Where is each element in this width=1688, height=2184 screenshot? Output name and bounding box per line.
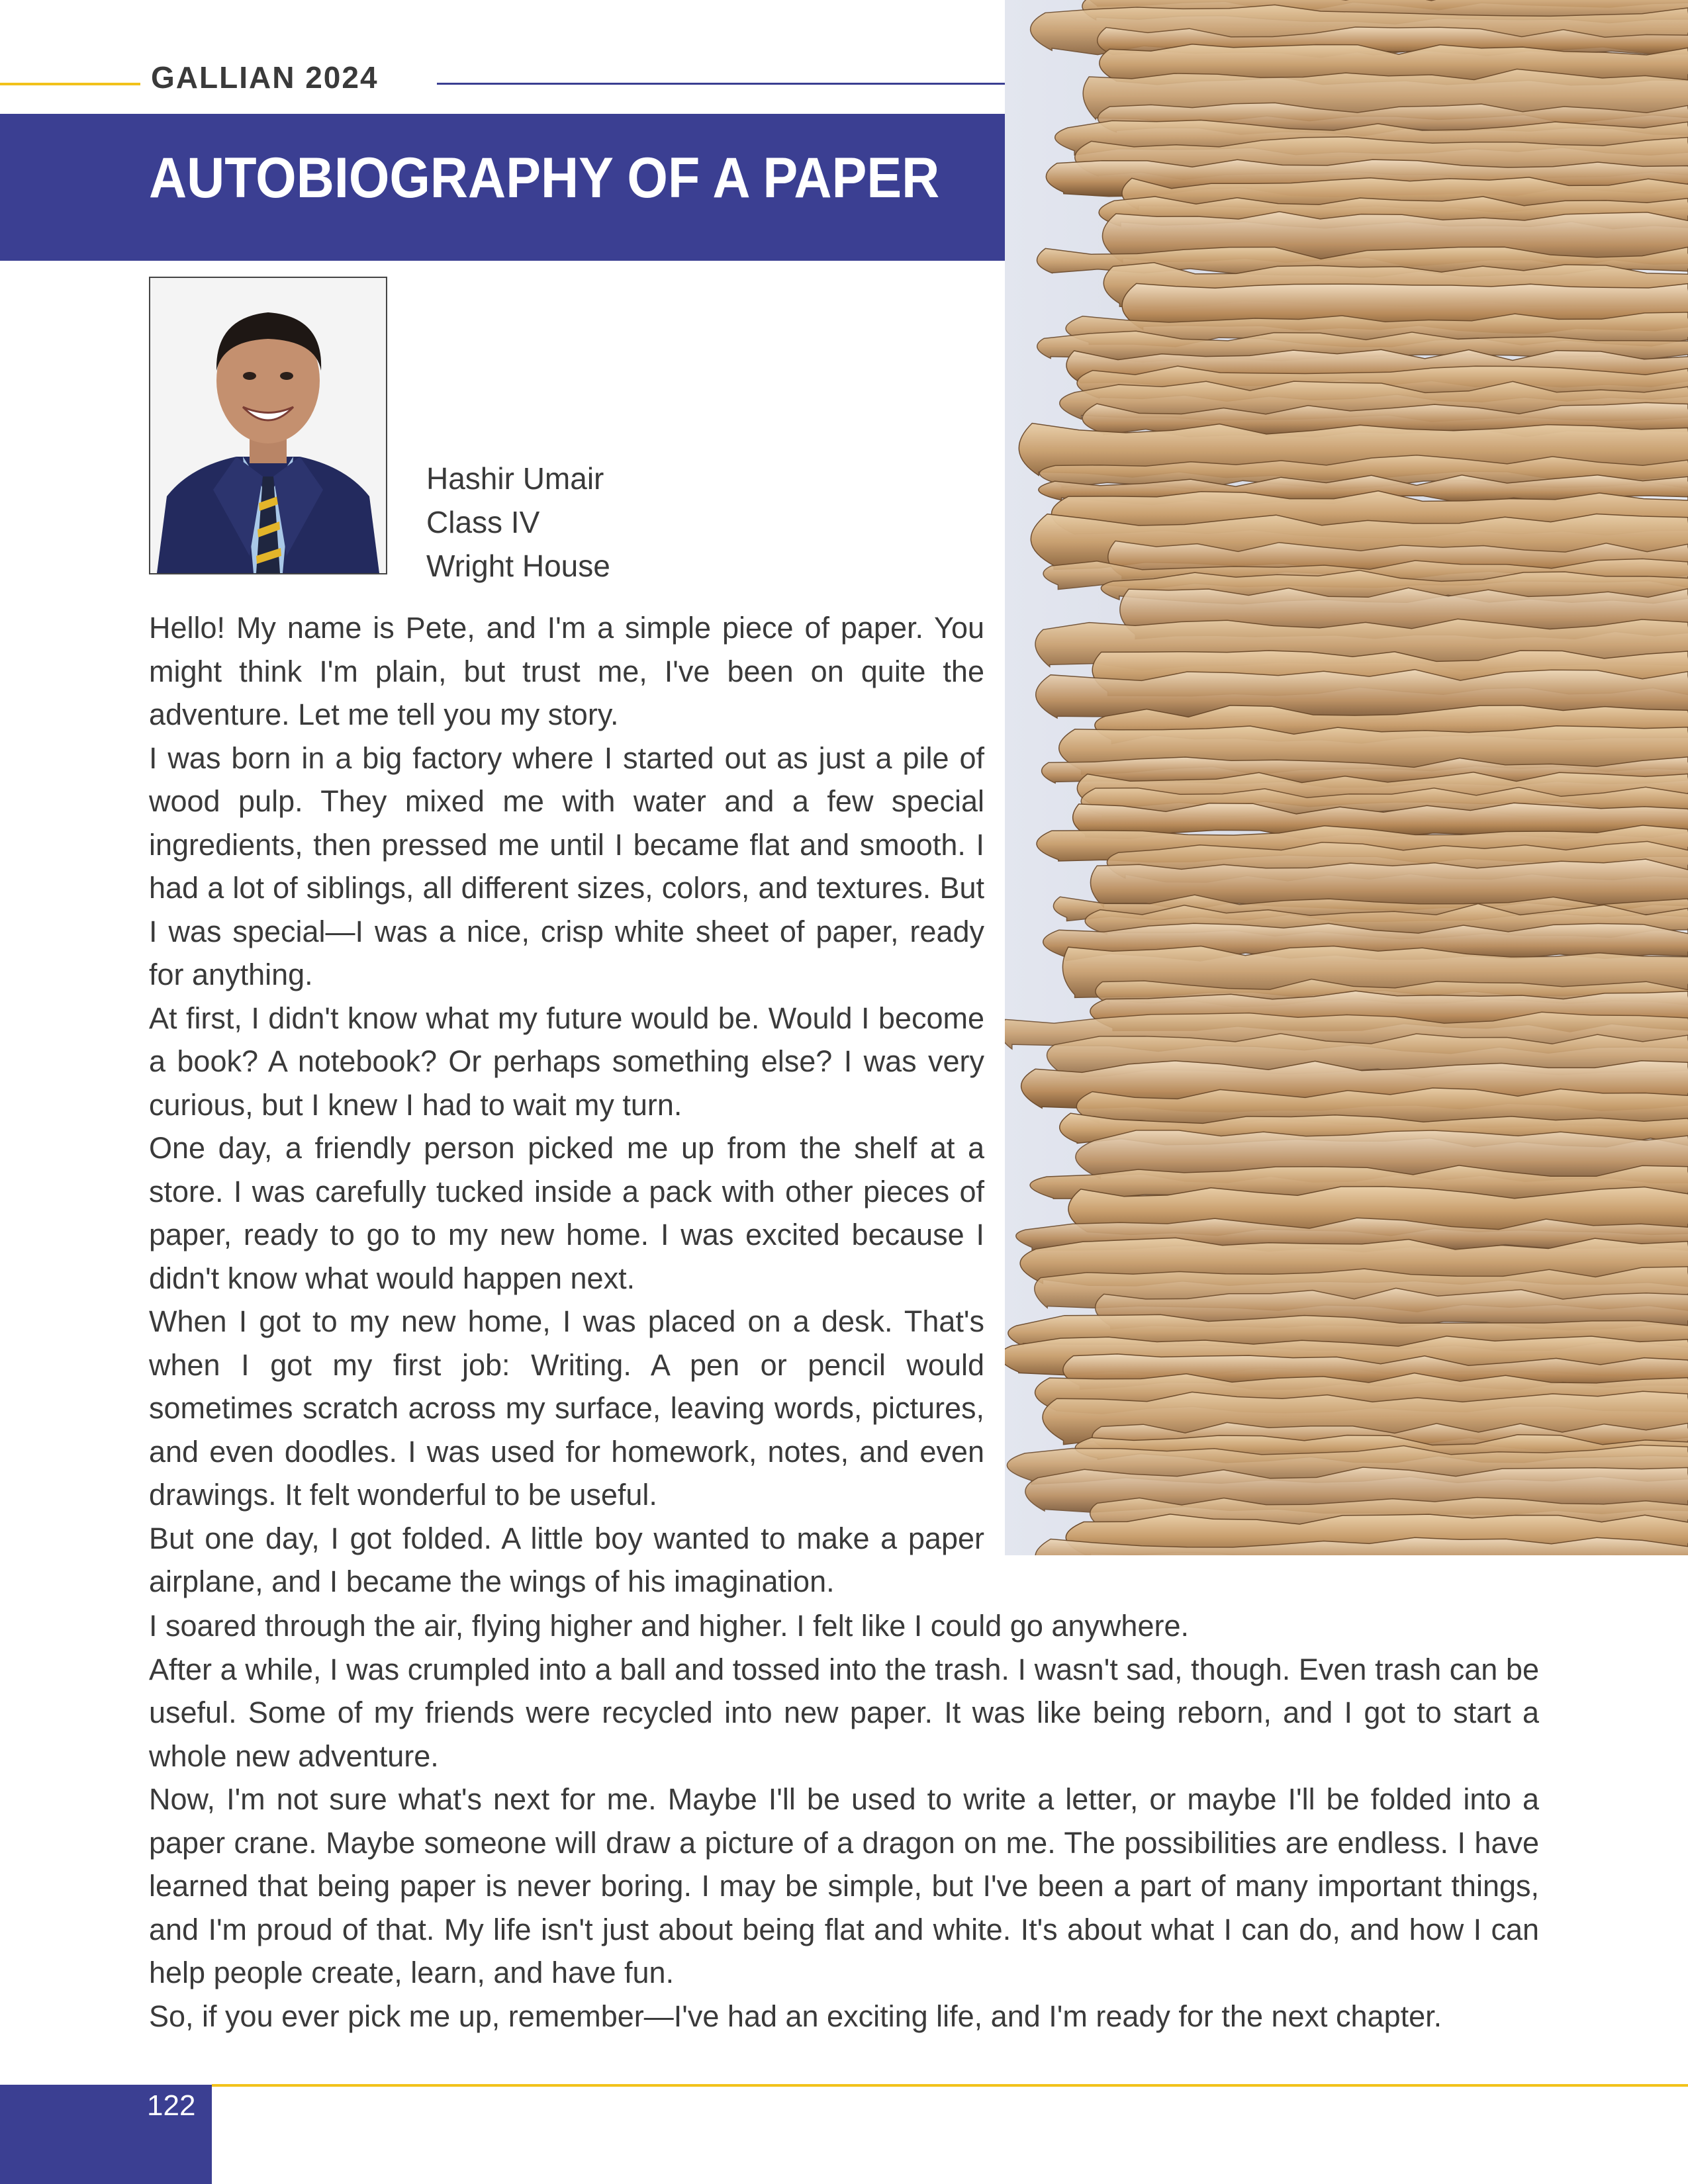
paragraph: At first, I didn't know what my future would be. Would I become a book? A notebook? Or perhaps something else? I was very curious, but I knew I had to wait my turn. bbox=[149, 1001, 984, 1122]
article-body-full bbox=[149, 1604, 1539, 2038]
header-rule-left bbox=[0, 83, 140, 85]
author-photo bbox=[149, 277, 387, 574]
paragraph: So, if you ever pick me up, remember—I've had an exciting life, and I'm ready for the next chapter. bbox=[149, 1999, 1442, 2033]
author-name: Hashir Umair bbox=[426, 461, 604, 496]
paragraph: One day, a friendly person picked me up from the shelf at a store. I was carefully tucked inside a pack with other pieces of paper, ready to go to my new home. I was excited because I didn't know what would happen next. bbox=[149, 1131, 984, 1295]
article-body-column bbox=[149, 606, 984, 1604]
footer-rule bbox=[212, 2084, 1688, 2087]
title-band bbox=[0, 114, 1005, 261]
paragraph: I was born in a big factory where I started out as just a pile of wood pulp. They mixed me with water and a few special ingredients, then pressed me until I became flat and smooth. I had a lot of siblings, all different sizes, colors, and textures. But I was special—I was a nice, crisp white sheet of paper, ready for anything. bbox=[149, 741, 984, 991]
paper-stack-image bbox=[1005, 0, 1688, 1555]
paragraph: Hello! My name is Pete, and I'm a simple piece of paper. You might think I'm plain, but trust me, I've been on quite the adventure. Let me tell you my story. bbox=[149, 611, 984, 731]
page-number: 122 bbox=[147, 2089, 196, 2122]
author-info bbox=[426, 457, 610, 588]
paragraph: When I got to my new home, I was placed on a desk. That's when I got my first job: Writing. A pen or pencil would sometimes scratch across my surface, leaving words, pictures, and even doodles. I was used for homework, notes, and even drawings. It felt wonderful to be useful. bbox=[149, 1304, 984, 1512]
author-house: Wright House bbox=[426, 549, 610, 583]
article-title: AUTOBIOGRAPHY OF A PAPER bbox=[149, 146, 940, 210]
paragraph: Now, I'm not sure what's next for me. Maybe I'll be used to write a letter, or maybe I'll be folded into a paper crane. Maybe someone will draw a picture of a dragon on me. The possibilities are endless. I have learned that being paper is never boring. I may be simple, but I've been a part of many important things, and I'm proud of that. My life isn't just about being flat and white. It's about what I can do, and how I can help people create, learn, and have fun. bbox=[149, 1782, 1539, 1989]
paragraph: But one day, I got folded. A little boy wanted to make a paper airplane, and I became the wings of his imagination. bbox=[149, 1521, 984, 1598]
paragraph: I soared through the air, flying higher and higher. I felt like I could go anywhere. bbox=[149, 1609, 1189, 1643]
author-class: Class IV bbox=[426, 505, 540, 539]
magazine-brand: GALLIAN 2024 bbox=[151, 60, 379, 95]
paragraph: After a while, I was crumpled into a ball and tossed into the trash. I wasn't sad, though. Even trash can be useful. Some of my friends were recycled into new paper. It was like being reborn, and I got to start a whole new adventure. bbox=[149, 1652, 1539, 1773]
